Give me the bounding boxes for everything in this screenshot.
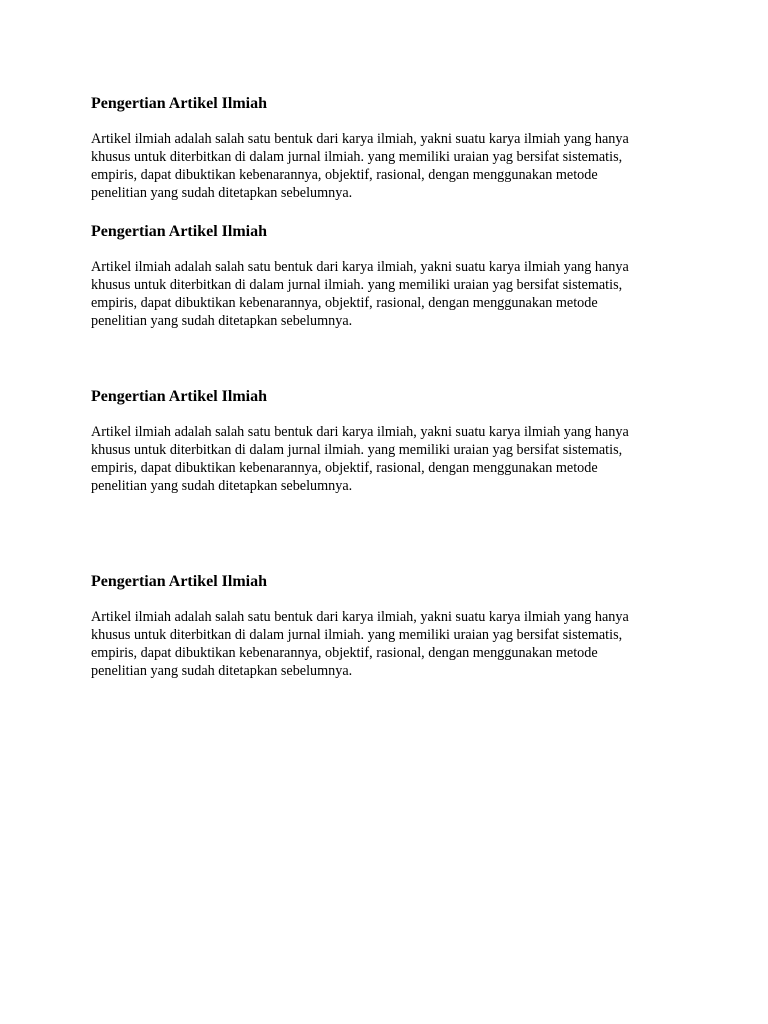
article-section-2 [91,222,681,330]
article-section-1 [91,94,681,202]
paragraph-line: penelitian yang sudah ditetapkan sebelumnya. [91,185,353,201]
paragraph-line: khusus untuk diterbitkan di dalam jurnal ilmiah. yang memiliki uraian yag bersifat sistematis, [91,277,623,293]
paragraph-line: Artikel ilmiah adalah salah satu bentuk dari karya ilmiah, yakni suatu karya ilmiah yang hanya [91,259,629,275]
paragraph-line: Artikel ilmiah adalah salah satu bentuk dari karya ilmiah, yakni suatu karya ilmiah yang hanya [91,131,629,147]
paragraph-line: penelitian yang sudah ditetapkan sebelumnya. [91,313,353,329]
paragraph-line: Artikel ilmiah adalah salah satu bentuk dari karya ilmiah, yakni suatu karya ilmiah yang hanya [91,609,629,625]
section-paragraph [91,423,681,495]
article-section-3 [91,387,681,495]
paragraph-line: khusus untuk diterbitkan di dalam jurnal ilmiah. yang memiliki uraian yag bersifat sistematis, [91,627,623,643]
section-heading: Pengertian Artikel Ilmiah [91,388,267,405]
paragraph-line: khusus untuk diterbitkan di dalam jurnal ilmiah. yang memiliki uraian yag bersifat sistematis, [91,442,623,458]
section-heading: Pengertian Artikel Ilmiah [91,223,267,240]
section-paragraph [91,130,681,202]
paragraph-line: empiris, dapat dibuktikan kebenarannya, objektif, rasional, dengan menggunakan metode [91,645,598,661]
paragraph-line: penelitian yang sudah ditetapkan sebelumnya. [91,478,353,494]
paragraph-line: khusus untuk diterbitkan di dalam jurnal ilmiah. yang memiliki uraian yag bersifat sistematis, [91,149,623,165]
paragraph-line: empiris, dapat dibuktikan kebenarannya, objektif, rasional, dengan menggunakan metode [91,295,598,311]
paragraph-line: Artikel ilmiah adalah salah satu bentuk dari karya ilmiah, yakni suatu karya ilmiah yang hanya [91,424,629,440]
section-heading: Pengertian Artikel Ilmiah [91,95,267,112]
paragraph-line: penelitian yang sudah ditetapkan sebelumnya. [91,663,353,679]
article-section-4 [91,572,681,680]
paragraph-line: empiris, dapat dibuktikan kebenarannya, objektif, rasional, dengan menggunakan metode [91,460,598,476]
paragraph-line: empiris, dapat dibuktikan kebenarannya, objektif, rasional, dengan menggunakan metode [91,167,598,183]
section-heading: Pengertian Artikel Ilmiah [91,573,267,590]
section-paragraph [91,608,681,680]
section-paragraph [91,258,681,330]
